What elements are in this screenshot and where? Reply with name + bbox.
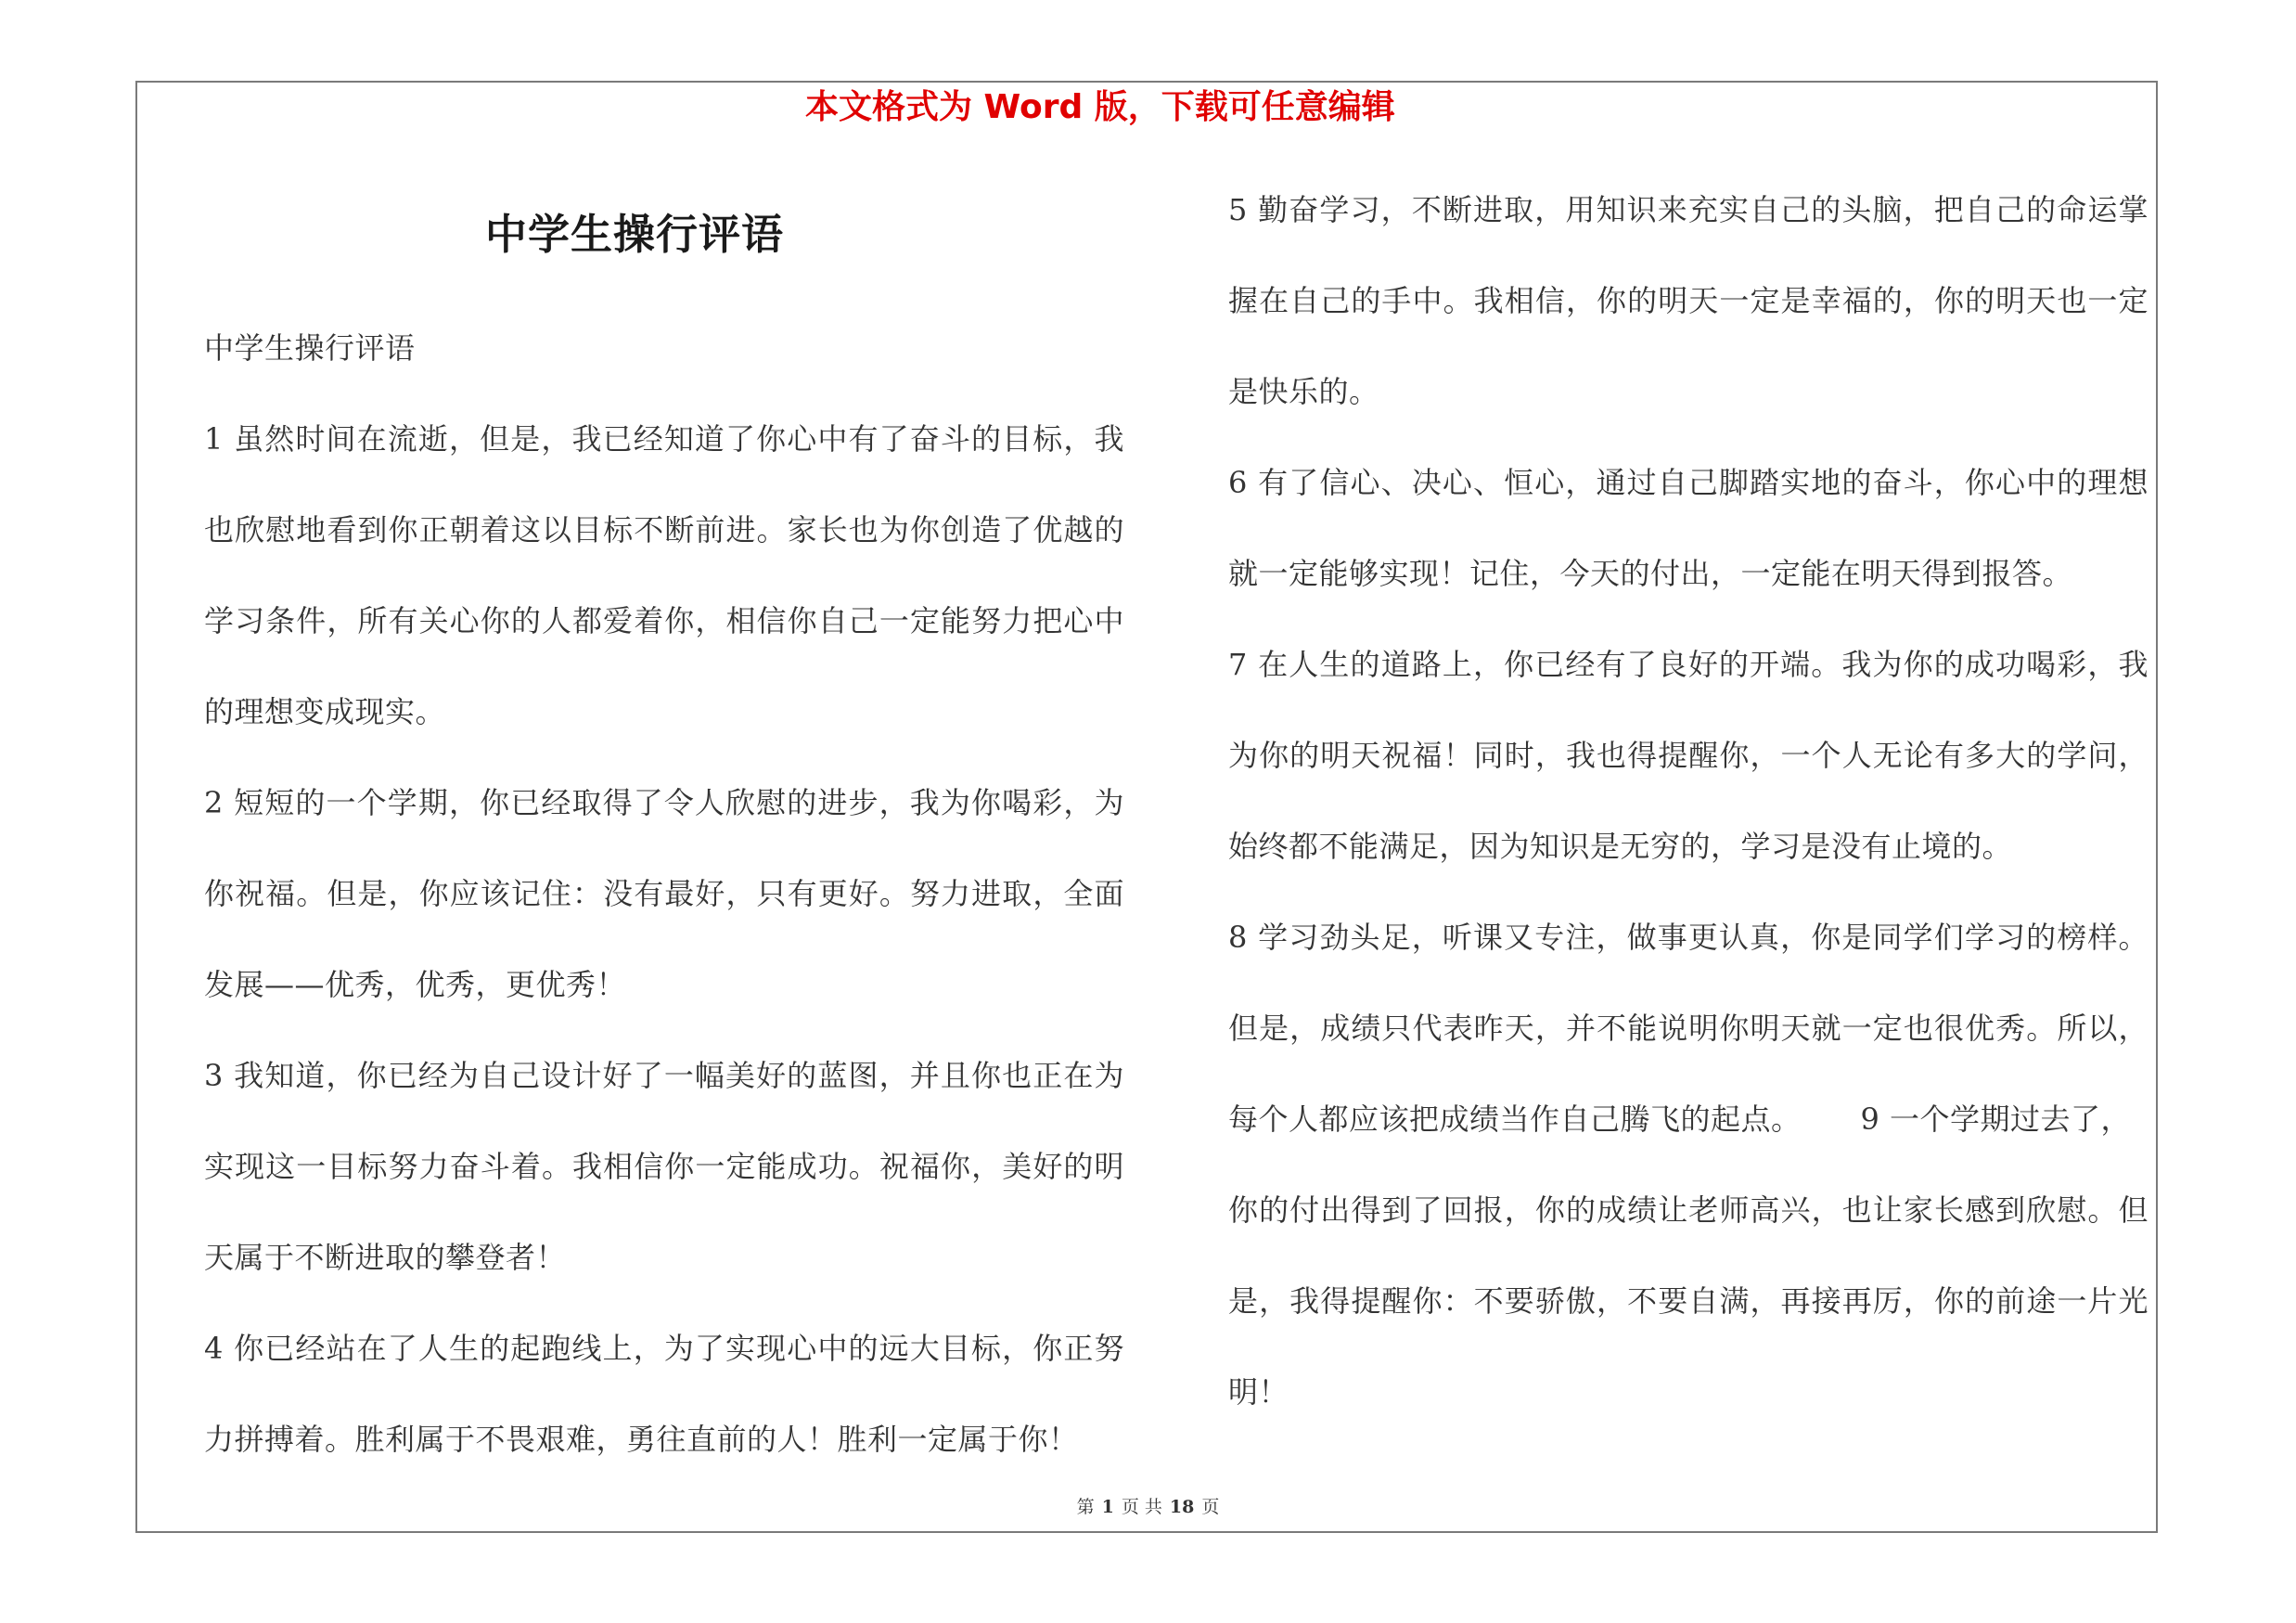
text-line: 是，我得提醒你：不要骄傲，不要自满，再接再厉，你的前途一片光 — [1228, 1283, 2148, 1319]
text-line: 4 你已经站在了人生的起跑线上，为了实现心中的远大目标，你正努 — [204, 1331, 1124, 1366]
paragraph-9 — [1228, 1165, 2148, 1437]
text-line-shared — [1228, 1074, 2148, 1165]
paragraph-8 — [1228, 892, 2148, 1165]
footer-prefix: 第 — [1076, 1497, 1095, 1517]
text-line: 2 短短的一个学期，你已经取得了令人欣慰的进步，我为你喝彩，为 — [204, 785, 1124, 820]
text-line: 是快乐的。 — [1228, 374, 1379, 409]
footer-suffix: 页 — [1201, 1497, 1220, 1517]
right-column — [1228, 164, 2148, 1437]
text-line: 你祝福。但是，你应该记住：没有最好，只有更好。努力进取，全面 — [204, 876, 1124, 911]
paragraph-5 — [1228, 164, 2148, 437]
text-line: 但是，成绩只代表昨天，并不能说明你明天就一定也很优秀。所以， — [1228, 1011, 2148, 1046]
footer-middle: 页 共 — [1121, 1497, 1162, 1517]
text-line: 5 勤奋学习，不断进取，用知识来充实自己的头脑，把自己的命运掌 — [1228, 192, 2148, 227]
format-banner: 本文格式为 Word 版，下载可任意编辑 — [805, 88, 1395, 126]
text-line: 力拼搏着。胜利属于不畏艰难，勇往直前的人！胜利一定属于你！ — [204, 1422, 1079, 1457]
text-line: 7 在人生的道路上，你已经有了良好的开端。我为你的成功喝彩，我 — [1228, 647, 2148, 682]
text-line: 始终都不能满足，因为知识是无穷的，学习是没有止境的。 — [1228, 829, 2013, 864]
text-line: 为你的明天祝福！同时，我也得提醒你，一个人无论有多大的学问， — [1228, 738, 2148, 773]
text-line: 你的付出得到了回报，你的成绩让老师高兴，也让家长感到欣慰。但 — [1228, 1192, 2148, 1228]
paragraph-9-start: 9 一个学期过去了， — [1860, 1101, 2132, 1137]
current-page-number: 1 — [1101, 1497, 1114, 1517]
page-title: 中学生操行评语 — [485, 210, 785, 259]
paragraph-2 — [204, 757, 1124, 1030]
paragraph-3 — [204, 1030, 1124, 1303]
intro-line: 中学生操行评语 — [204, 330, 416, 366]
text-line: 的理想变成现实。 — [204, 694, 446, 729]
paragraph-6 — [1228, 437, 2148, 619]
total-pages-number: 18 — [1169, 1497, 1195, 1517]
text-line: 学习条件，所有关心你的人都爱着你，相信你自己一定能努力把心中 — [204, 603, 1124, 638]
paragraph-1 — [204, 393, 1124, 757]
paragraph-7 — [1228, 619, 2148, 892]
text-line: 8 学习劲头足，听课又专注，做事更认真，你是同学们学习的榜样。 — [1228, 920, 2148, 955]
text-line: 也欣慰地看到你正朝着这以目标不断前进。家长也为你创造了优越的 — [204, 512, 1124, 547]
text-line: 明！ — [1228, 1374, 1289, 1410]
text-line: 实现这一目标努力奋斗着。我相信你一定能成功。祝福你，美好的明 — [204, 1149, 1124, 1184]
left-column — [204, 303, 1124, 1485]
page-footer — [0, 1496, 2296, 1518]
text-line: 6 有了信心、决心、恒心，通过自己脚踏实地的奋斗，你心中的理想 — [1228, 465, 2148, 500]
text-line: 就一定能够实现！记住，今天的付出，一定能在明天得到报答。 — [1228, 556, 2073, 591]
text-line: 3 我知道，你已经为自己设计好了一幅美好的蓝图，并且你也正在为 — [204, 1058, 1124, 1093]
text-line: 发展——优秀，优秀，更优秀！ — [204, 967, 627, 1002]
paragraph-4 — [204, 1303, 1124, 1485]
text-line: 握在自己的手中。我相信，你的明天一定是幸福的，你的明天也一定 — [1228, 283, 2148, 318]
text-line: 天属于不断进取的攀登者！ — [204, 1240, 567, 1275]
paragraph-8-end: 每个人都应该把成绩当作自己腾飞的起点。 — [1228, 1101, 1802, 1137]
text-line: 1 虽然时间在流逝，但是，我已经知道了你心中有了奋斗的目标，我 — [204, 421, 1124, 457]
